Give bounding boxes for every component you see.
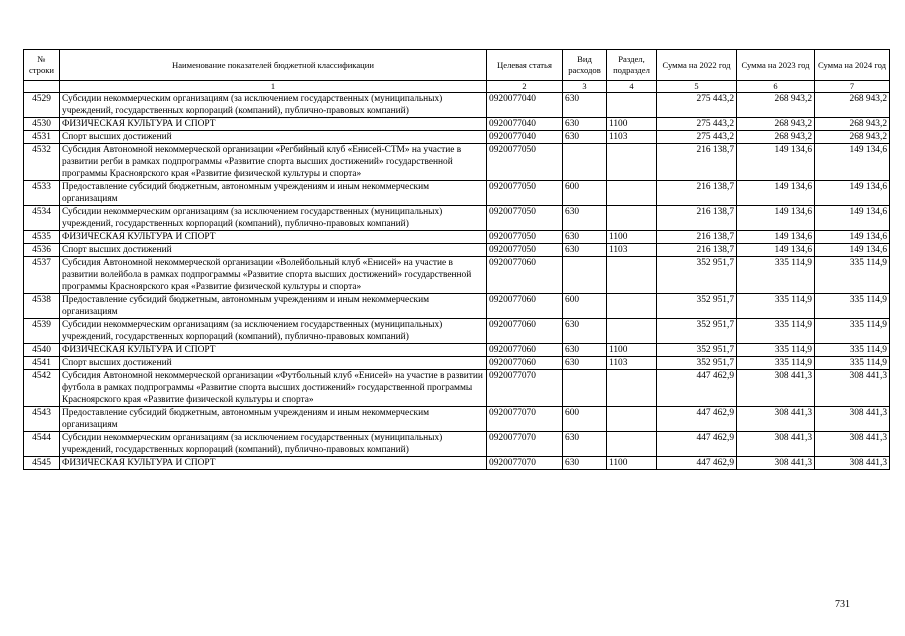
sum-2023-cell: 149 134,6 xyxy=(737,231,815,244)
sum-2023-cell: 149 134,6 xyxy=(737,244,815,257)
column-number xyxy=(24,81,60,93)
expense-type-cell: 600 xyxy=(563,181,607,206)
column-number: 1 xyxy=(60,81,487,93)
header-sum-2022: Сумма на 2022 год xyxy=(657,50,737,81)
sum-2022-cell: 216 138,7 xyxy=(657,231,737,244)
row-number-cell: 4535 xyxy=(24,231,60,244)
target-article-cell: 0920077050 xyxy=(487,244,563,257)
sum-2022-cell: 447 462,9 xyxy=(657,407,737,432)
table-row xyxy=(24,231,890,244)
sum-2022-cell: 447 462,9 xyxy=(657,432,737,457)
section-cell: 1103 xyxy=(607,357,657,370)
expense-type-cell: 630 xyxy=(563,432,607,457)
sum-2024-cell: 149 134,6 xyxy=(815,231,890,244)
section-cell: 1103 xyxy=(607,244,657,257)
indicator-name-cell: ФИЗИЧЕСКАЯ КУЛЬТУРА И СПОРТ xyxy=(60,344,487,357)
sum-2023-cell: 335 114,9 xyxy=(737,344,815,357)
sum-2022-cell: 352 951,7 xyxy=(657,344,737,357)
sum-2024-cell: 335 114,9 xyxy=(815,344,890,357)
row-number-cell: 4531 xyxy=(24,131,60,144)
indicator-name-cell: Субсидия Автономной некоммерческой организации «Волейбольный клуб «Енисей» на участие в развитии волейбола в рамках подпрограммы «Развитие спорта высших достижений» государственной программы Красноярского края «Развитие физической культуры и спорта» xyxy=(60,257,487,294)
row-number-cell: 4542 xyxy=(24,370,60,407)
sum-2022-cell: 216 138,7 xyxy=(657,144,737,181)
indicator-name-cell: Субсидии некоммерческим организациям (за исключением государственных (муниципальных) учреждений, государственных корпораций (компаний), публично-правовых компаний) xyxy=(60,93,487,118)
sum-2024-cell: 308 441,3 xyxy=(815,370,890,407)
target-article-cell: 0920077040 xyxy=(487,93,563,118)
table-row xyxy=(24,432,890,457)
target-article-cell: 0920077060 xyxy=(487,319,563,344)
sum-2022-cell: 352 951,7 xyxy=(657,257,737,294)
sum-2024-cell: 149 134,6 xyxy=(815,181,890,206)
expense-type-cell: 630 xyxy=(563,231,607,244)
section-cell: 1100 xyxy=(607,344,657,357)
section-cell xyxy=(607,319,657,344)
sum-2022-cell: 275 443,2 xyxy=(657,93,737,118)
indicator-name-cell: Спорт высших достижений xyxy=(60,131,487,144)
table-row xyxy=(24,144,890,181)
indicator-name-cell: ФИЗИЧЕСКАЯ КУЛЬТУРА И СПОРТ xyxy=(60,231,487,244)
expense-type-cell: 630 xyxy=(563,457,607,470)
sum-2022-cell: 352 951,7 xyxy=(657,294,737,319)
table-row xyxy=(24,319,890,344)
expense-type-cell: 630 xyxy=(563,344,607,357)
row-number-cell: 4533 xyxy=(24,181,60,206)
target-article-cell: 0920077070 xyxy=(487,407,563,432)
target-article-cell: 0920077060 xyxy=(487,357,563,370)
sum-2024-cell: 308 441,3 xyxy=(815,457,890,470)
sum-2024-cell: 308 441,3 xyxy=(815,432,890,457)
indicator-name-cell: ФИЗИЧЕСКАЯ КУЛЬТУРА И СПОРТ xyxy=(60,457,487,470)
indicator-name-cell: Предоставление субсидий бюджетным, автономным учреждениям и иным некоммерческим организациям xyxy=(60,407,487,432)
row-number-cell: 4536 xyxy=(24,244,60,257)
expense-type-cell: 630 xyxy=(563,131,607,144)
sum-2022-cell: 216 138,7 xyxy=(657,244,737,257)
sum-2022-cell: 216 138,7 xyxy=(657,206,737,231)
indicator-name-cell: Субсидии некоммерческим организациям (за исключением государственных (муниципальных) учреждений, государственных корпораций (компаний), публично-правовых компаний) xyxy=(60,432,487,457)
sum-2023-cell: 268 943,2 xyxy=(737,93,815,118)
indicator-name-cell: Субсидии некоммерческим организациям (за исключением государственных (муниципальных) учреждений, государственных корпораций (компаний), публично-правовых компаний) xyxy=(60,206,487,231)
section-cell: 1100 xyxy=(607,231,657,244)
sum-2023-cell: 149 134,6 xyxy=(737,206,815,231)
table-row xyxy=(24,457,890,470)
sum-2022-cell: 216 138,7 xyxy=(657,181,737,206)
indicator-name-cell: Спорт высших достижений xyxy=(60,244,487,257)
sum-2023-cell: 149 134,6 xyxy=(737,144,815,181)
sum-2023-cell: 335 114,9 xyxy=(737,319,815,344)
section-cell xyxy=(607,181,657,206)
sum-2022-cell: 275 443,2 xyxy=(657,118,737,131)
sum-2024-cell: 149 134,6 xyxy=(815,144,890,181)
table-row xyxy=(24,206,890,231)
sum-2022-cell: 275 443,2 xyxy=(657,131,737,144)
sum-2024-cell: 268 943,2 xyxy=(815,118,890,131)
section-cell: 1100 xyxy=(607,118,657,131)
sum-2024-cell: 335 114,9 xyxy=(815,319,890,344)
expense-type-cell xyxy=(563,257,607,294)
indicator-name-cell: Субсидия Автономной некоммерческой организации «Регбийный клуб «Енисей-СТМ» на участие в развитии регби в рамках подпрограммы «Развитие спорта высших достижений» государственной программы Красноярского края «Развитие физической культуры и спорта» xyxy=(60,144,487,181)
header-section: Раздел, подраздел xyxy=(607,50,657,81)
table-row xyxy=(24,131,890,144)
section-cell xyxy=(607,257,657,294)
table-row xyxy=(24,181,890,206)
table-row xyxy=(24,118,890,131)
target-article-cell: 0920077050 xyxy=(487,181,563,206)
expense-type-cell xyxy=(563,370,607,407)
header-expense-type: Вид расходов xyxy=(563,50,607,81)
row-number-cell: 4543 xyxy=(24,407,60,432)
indicator-name-cell: Субсидии некоммерческим организациям (за исключением государственных (муниципальных) учреждений, государственных корпораций (компаний), публично-правовых компаний) xyxy=(60,319,487,344)
target-article-cell: 0920077070 xyxy=(487,432,563,457)
table-row xyxy=(24,370,890,407)
sum-2022-cell: 447 462,9 xyxy=(657,370,737,407)
sum-2024-cell: 335 114,9 xyxy=(815,257,890,294)
sum-2023-cell: 308 441,3 xyxy=(737,457,815,470)
target-article-cell: 0920077070 xyxy=(487,370,563,407)
sum-2024-cell: 268 943,2 xyxy=(815,131,890,144)
row-number-cell: 4540 xyxy=(24,344,60,357)
section-cell: 1103 xyxy=(607,131,657,144)
table-row xyxy=(24,407,890,432)
sum-2023-cell: 268 943,2 xyxy=(737,118,815,131)
header-row xyxy=(24,50,890,81)
sum-2022-cell: 447 462,9 xyxy=(657,457,737,470)
row-number-cell: 4545 xyxy=(24,457,60,470)
target-article-cell: 0920077050 xyxy=(487,206,563,231)
column-number: 7 xyxy=(815,81,890,93)
column-number: 6 xyxy=(737,81,815,93)
row-number-cell: 4530 xyxy=(24,118,60,131)
row-number-cell: 4529 xyxy=(24,93,60,118)
column-number: 2 xyxy=(487,81,563,93)
sum-2024-cell: 335 114,9 xyxy=(815,294,890,319)
indicator-name-cell: Предоставление субсидий бюджетным, автономным учреждениям и иным некоммерческим организациям xyxy=(60,294,487,319)
indicator-name-cell: Предоставление субсидий бюджетным, автономным учреждениям и иным некоммерческим организациям xyxy=(60,181,487,206)
section-cell xyxy=(607,294,657,319)
section-cell xyxy=(607,144,657,181)
table-row xyxy=(24,257,890,294)
target-article-cell: 0920077060 xyxy=(487,257,563,294)
column-number: 4 xyxy=(607,81,657,93)
section-cell: 1100 xyxy=(607,457,657,470)
header-target-article: Целевая статья xyxy=(487,50,563,81)
sum-2023-cell: 335 114,9 xyxy=(737,357,815,370)
sum-2023-cell: 149 134,6 xyxy=(737,181,815,206)
sum-2023-cell: 335 114,9 xyxy=(737,294,815,319)
target-article-cell: 0920077040 xyxy=(487,118,563,131)
target-article-cell: 0920077060 xyxy=(487,344,563,357)
sum-2022-cell: 352 951,7 xyxy=(657,357,737,370)
expense-type-cell: 630 xyxy=(563,206,607,231)
column-number-row xyxy=(24,81,890,93)
sum-2023-cell: 335 114,9 xyxy=(737,257,815,294)
column-number: 3 xyxy=(563,81,607,93)
table-row xyxy=(24,357,890,370)
section-cell xyxy=(607,370,657,407)
expense-type-cell xyxy=(563,144,607,181)
sum-2023-cell: 308 441,3 xyxy=(737,432,815,457)
section-cell xyxy=(607,407,657,432)
target-article-cell: 0920077060 xyxy=(487,294,563,319)
sum-2024-cell: 335 114,9 xyxy=(815,357,890,370)
header-indicator-name: Наименование показателей бюджетной классификации xyxy=(60,50,487,81)
table-row xyxy=(24,344,890,357)
table-row xyxy=(24,294,890,319)
expense-type-cell: 630 xyxy=(563,244,607,257)
target-article-cell: 0920077050 xyxy=(487,144,563,181)
table-row xyxy=(24,93,890,118)
table-body xyxy=(24,93,890,470)
section-cell xyxy=(607,432,657,457)
header-row-number: № строки xyxy=(24,50,60,81)
row-number-cell: 4534 xyxy=(24,206,60,231)
budget-table xyxy=(23,49,890,470)
row-number-cell: 4532 xyxy=(24,144,60,181)
row-number-cell: 4537 xyxy=(24,257,60,294)
header-sum-2024: Сумма на 2024 год xyxy=(815,50,890,81)
expense-type-cell: 630 xyxy=(563,118,607,131)
page-number: 731 xyxy=(835,599,850,610)
sum-2024-cell: 149 134,6 xyxy=(815,206,890,231)
section-cell xyxy=(607,206,657,231)
expense-type-cell: 600 xyxy=(563,407,607,432)
indicator-name-cell: Спорт высших достижений xyxy=(60,357,487,370)
row-number-cell: 4539 xyxy=(24,319,60,344)
target-article-cell: 0920077040 xyxy=(487,131,563,144)
sum-2022-cell: 352 951,7 xyxy=(657,319,737,344)
column-number: 5 xyxy=(657,81,737,93)
sum-2023-cell: 268 943,2 xyxy=(737,131,815,144)
expense-type-cell: 630 xyxy=(563,93,607,118)
target-article-cell: 0920077070 xyxy=(487,457,563,470)
expense-type-cell: 600 xyxy=(563,294,607,319)
row-number-cell: 4538 xyxy=(24,294,60,319)
sum-2023-cell: 308 441,3 xyxy=(737,370,815,407)
sum-2023-cell: 308 441,3 xyxy=(737,407,815,432)
row-number-cell: 4544 xyxy=(24,432,60,457)
sum-2024-cell: 268 943,2 xyxy=(815,93,890,118)
header-sum-2023: Сумма на 2023 год xyxy=(737,50,815,81)
table-row xyxy=(24,244,890,257)
target-article-cell: 0920077050 xyxy=(487,231,563,244)
indicator-name-cell: Субсидия Автономной некоммерческой организации «Футбольный клуб «Енисей» на участие в развитии футбола в рамках подпрограммы «Развитие спорта высших достижений» государственной программы Красноярского края «Развитие физической культуры и спорта» xyxy=(60,370,487,407)
expense-type-cell: 630 xyxy=(563,357,607,370)
expense-type-cell: 630 xyxy=(563,319,607,344)
sum-2024-cell: 308 441,3 xyxy=(815,407,890,432)
sum-2024-cell: 149 134,6 xyxy=(815,244,890,257)
row-number-cell: 4541 xyxy=(24,357,60,370)
section-cell xyxy=(607,93,657,118)
indicator-name-cell: ФИЗИЧЕСКАЯ КУЛЬТУРА И СПОРТ xyxy=(60,118,487,131)
